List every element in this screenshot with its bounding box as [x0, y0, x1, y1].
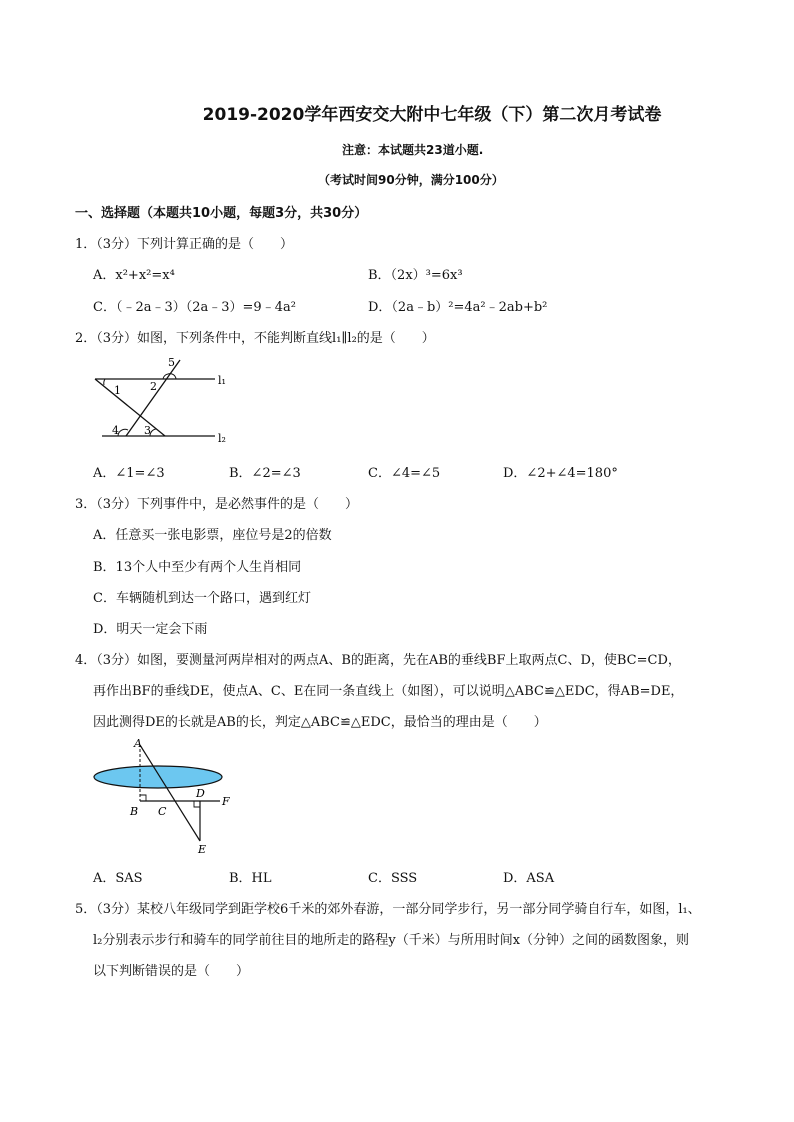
q3-option-b: B．13个人中至少有两个人生肖相同 [93, 560, 302, 575]
point-c-label: C [158, 805, 167, 818]
q3-option-d: D．明天一定会下雨 [93, 622, 208, 637]
angle-label-5: 5 [168, 356, 175, 369]
q1-option-a: A．x²+x²=x⁴ [93, 268, 175, 283]
exam-time-note: （考试时间90分钟，满分100分） [318, 173, 504, 187]
q1-stem: 1．（3分）下列计算正确的是（ ） [75, 237, 294, 252]
q4-line-1: 4．（3分）如图，要测量河两岸相对的两点A、B的距离，先在AB的垂线BF上取两点C、D，使BC=CD， [75, 653, 681, 668]
q5-line-3: 以下判断错误的是（ ） [93, 964, 250, 979]
label-l1: l₁ [218, 374, 226, 387]
q4-option-c: C．SSS [368, 871, 418, 886]
q4-line-2: 再作出BF的垂线DE，使点A、C、E在同一条直线上（如图），可以说明△ABC≌△EDC，得AB=DE， [93, 684, 684, 699]
section-heading: 一、选择题（本题共10小题，每题3分，共30分） [75, 206, 368, 221]
q4-option-b: B．HL [229, 871, 272, 886]
angle-arc [104, 379, 105, 385]
river-ellipse [94, 766, 222, 788]
q5-line-1: 5．（3分）某校八年级同学到距学校6千米的郊外春游，一部分同学步行，另一部分同学骑自行车，如图，l₁、 [75, 902, 701, 917]
q2-stem: 2．（3分）如图，下列条件中，不能判断直线l₁∥l₂的是（ ） [75, 331, 435, 346]
q2-option-b: B．∠2=∠3 [229, 466, 301, 481]
point-f-label: F [222, 795, 230, 808]
point-a-label: A [134, 737, 142, 750]
q4-line-3: 因此测得DE的长就是AB的长，判定△ABC≌△EDC，最恰当的理由是（ ） [93, 715, 547, 730]
q3-option-c: C．车辆随机到达一个路口，遇到红灯 [93, 591, 311, 606]
line-ae [140, 745, 200, 841]
q2-parallel-lines-figure [90, 352, 240, 452]
right-angle-mark-b [140, 795, 146, 801]
point-e-label: E [198, 843, 207, 856]
q4-option-a: A．SAS [93, 871, 143, 886]
exam-title: 2019-2020学年西安交大附中七年级（下）第二次月考试卷 [202, 105, 662, 125]
q4-option-d: D．ASA [503, 871, 555, 886]
point-d-label: D [196, 787, 205, 800]
q4-river-figure [88, 737, 248, 857]
angle-label-1: 1 [114, 384, 121, 397]
label-l2: l₂ [218, 432, 226, 445]
angle-label-2: 2 [150, 380, 157, 393]
q1-option-d: D．（2a﹣b）²=4a²﹣2ab+b² [368, 300, 548, 315]
point-b-label: B [130, 805, 139, 818]
q5-line-2: l₂分别表示步行和骑车的同学前往目的地所走的路程y（千米）与所用时间x（分钟）之间的函数图象，则 [93, 933, 690, 948]
q2-option-c: C．∠4=∠5 [368, 466, 441, 481]
angle-label-3: 3 [144, 424, 151, 437]
q1-option-b: B．（2x）³=6x³ [368, 268, 463, 283]
angle-label-4: 4 [112, 424, 119, 437]
q2-option-d: D．∠2+∠4=180° [503, 466, 618, 481]
q1-option-c: C．（﹣2a﹣3）（2a﹣3）=9﹣4a² [93, 300, 296, 315]
q3-stem: 3．（3分）下列事件中，是必然事件的是（ ） [75, 497, 359, 512]
right-angle-mark-d [194, 801, 200, 807]
q3-option-a: A．任意买一张电影票，座位号是2的倍数 [93, 528, 332, 543]
transversal-2 [126, 360, 180, 436]
exam-note: 注意：本试题共23道小题. [342, 143, 484, 157]
q2-option-a: A．∠1=∠3 [93, 466, 165, 481]
